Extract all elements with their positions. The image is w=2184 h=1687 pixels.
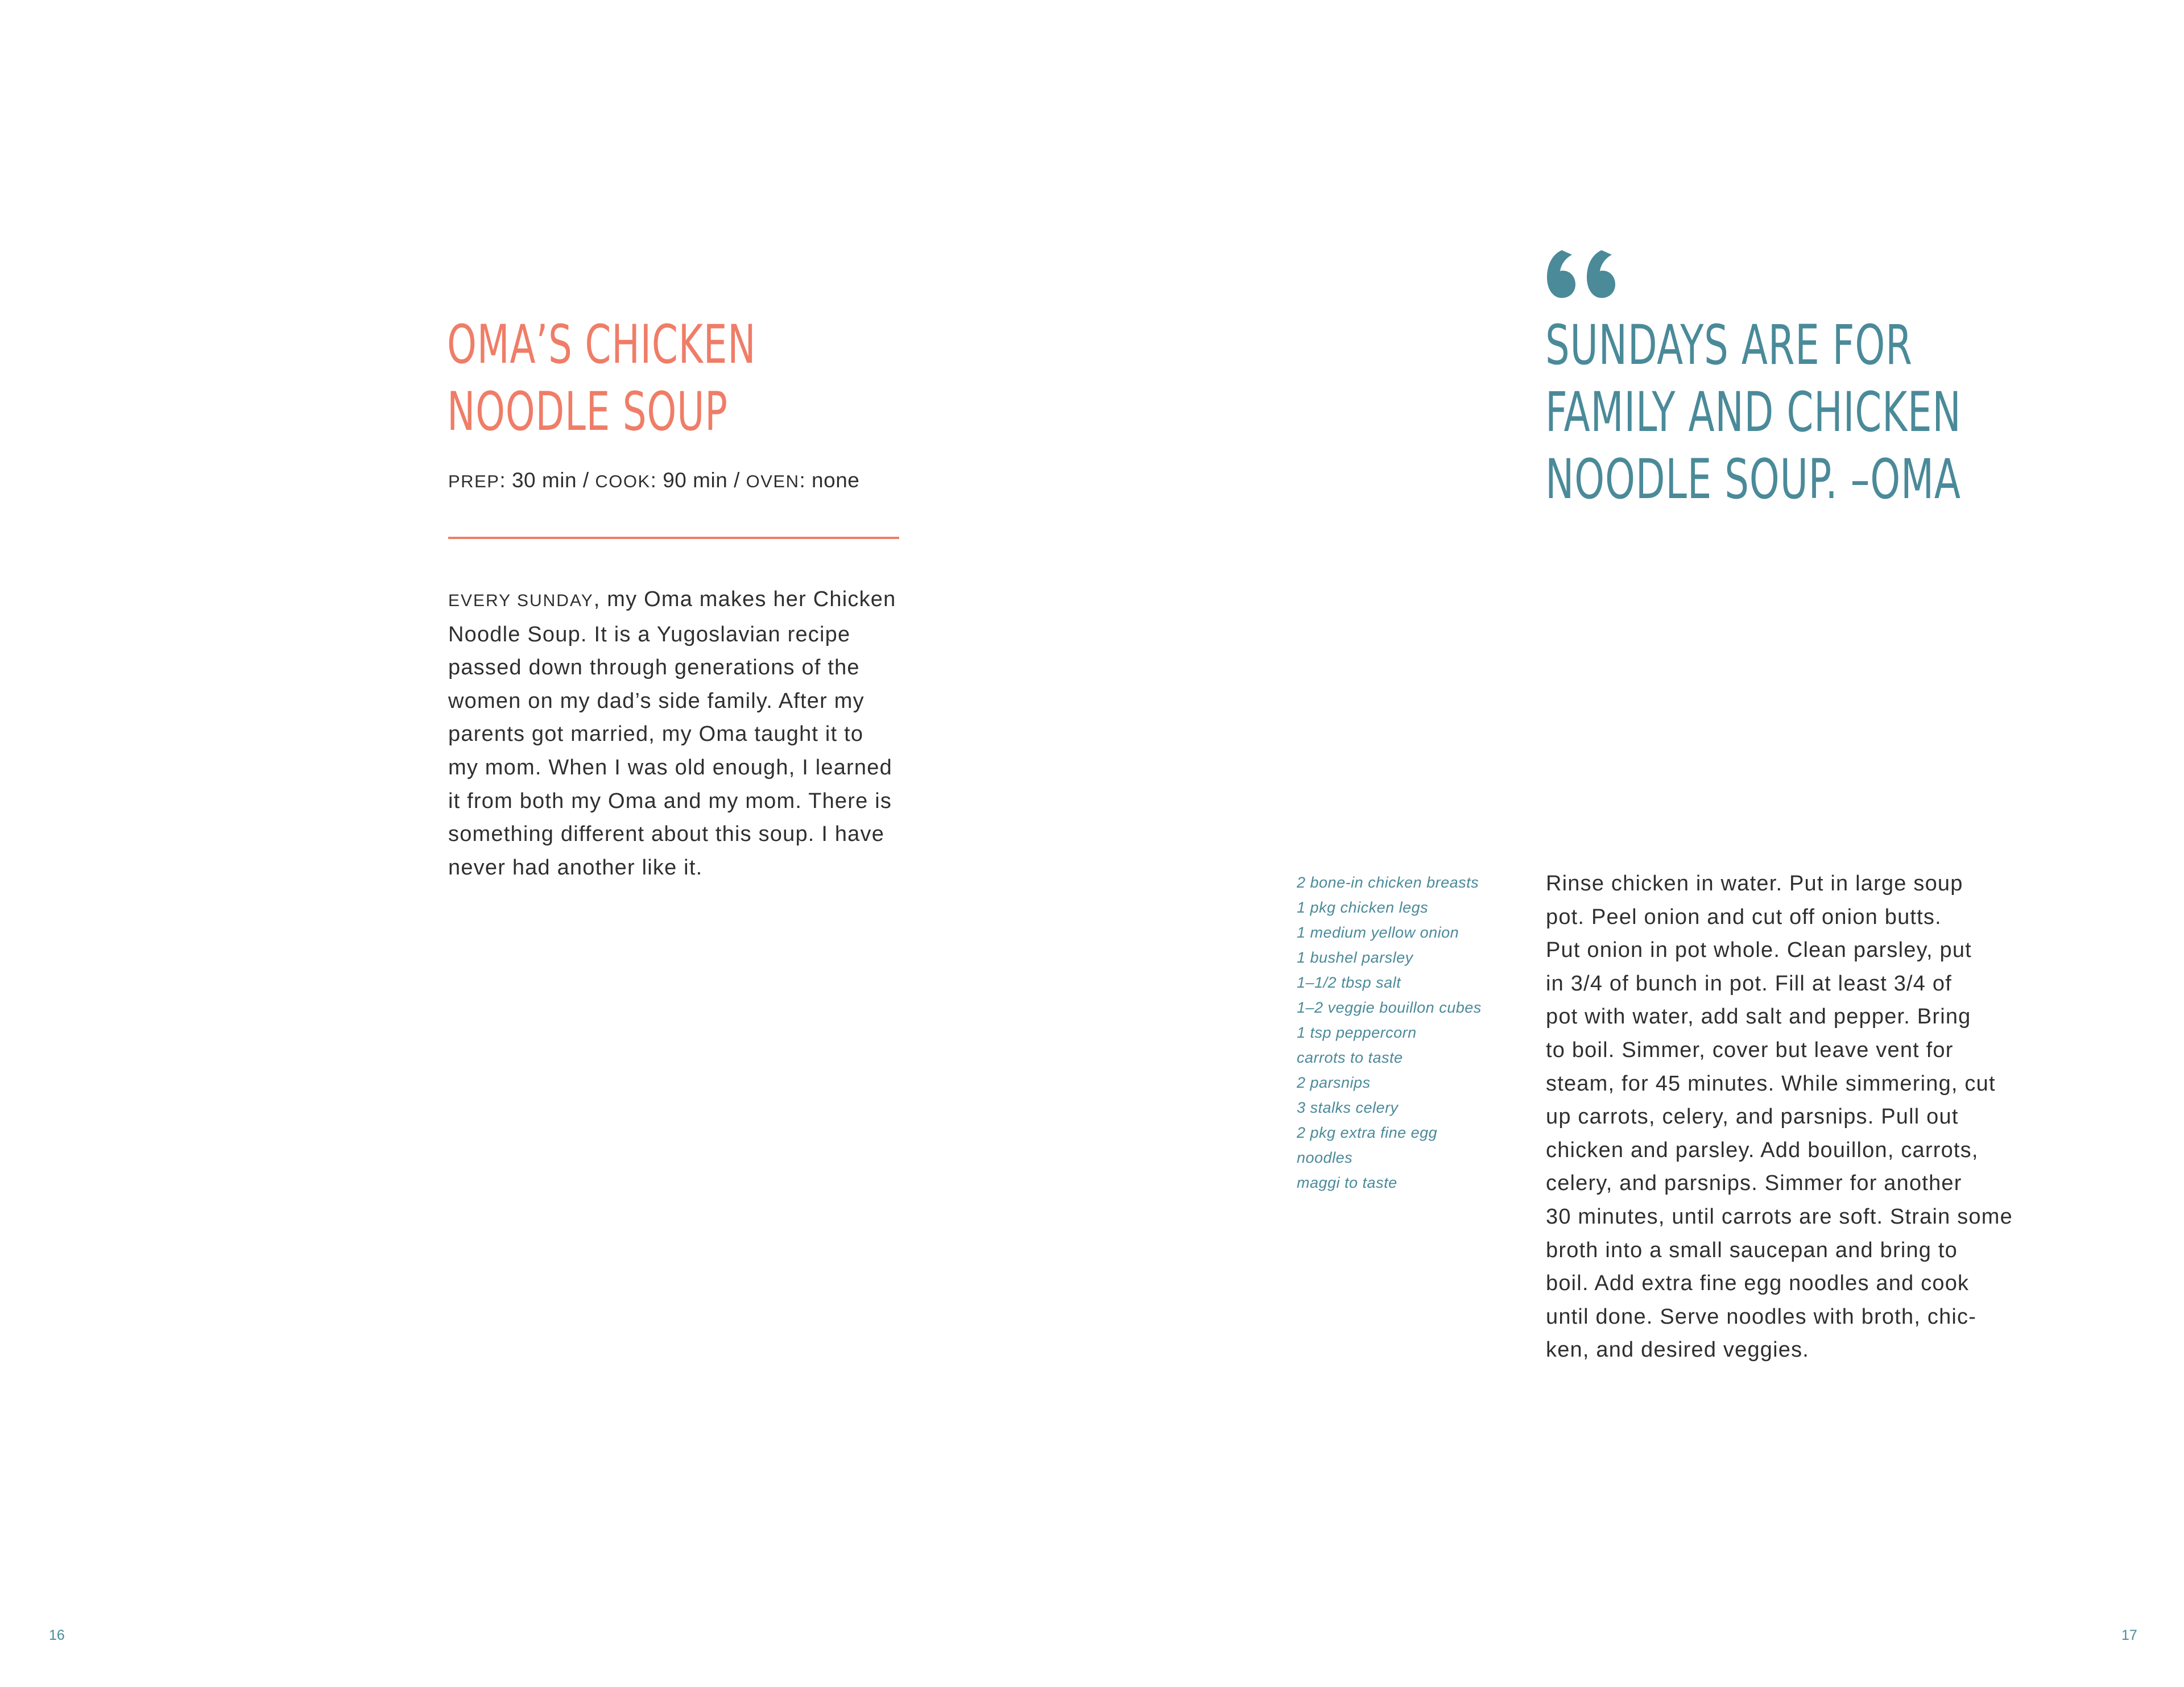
- oven-value: : none: [799, 469, 860, 492]
- ingredient-item: 1–2 veggie bouillon cubes: [1297, 999, 1482, 1016]
- ingredient-item: maggi to taste: [1297, 1174, 1397, 1191]
- ingredient-item: carrots to taste: [1297, 1049, 1403, 1066]
- directions-line: ken, and desired veggies.: [1546, 1338, 1810, 1362]
- intro-line: it from both my Oma and my mom. There is: [448, 789, 892, 813]
- directions-line: in 3/4 of bunch in pot. Fill at least 3/4 of: [1546, 971, 1952, 996]
- directions-line: broth into a small saucepan and bring to: [1546, 1238, 1958, 1262]
- intro-line: Noodle Soup. It is a Yugoslavian recipe: [448, 622, 851, 646]
- recipe-title: [447, 312, 846, 446]
- directions-paragraph: [1546, 867, 2012, 1367]
- directions-line: Rinse chicken in water. Put in large soup: [1546, 872, 1963, 896]
- intro-line: women on my dad’s side family. After my: [448, 689, 864, 713]
- intro-paragraph: [448, 583, 903, 884]
- intro-first-line-rest: , my Oma makes her Chicken: [593, 587, 896, 611]
- directions-line: celery, and parsnips. Simmer for another: [1546, 1171, 1962, 1196]
- recipe-title-line-2: NOODLE SOUP: [447, 381, 728, 443]
- directions-line: boil. Add extra fine egg noodles and cook: [1546, 1271, 1970, 1296]
- ingredient-item: 2 bone-in chicken breasts: [1297, 874, 1479, 891]
- ingredient-item: noodles: [1297, 1149, 1353, 1166]
- cook-label: COOK: [595, 471, 651, 491]
- ingredient-list: [1297, 870, 1524, 1195]
- title-divider: [448, 537, 899, 539]
- prep-label: PREP: [448, 471, 500, 491]
- ingredient-item: 1 bushel parsley: [1297, 949, 1413, 966]
- directions-line: chicken and parsley. Add bouillon, carrots,: [1546, 1138, 1979, 1162]
- directions-line: until done. Serve noodles with broth, chic-: [1546, 1304, 1977, 1329]
- directions-line: Put onion in pot whole. Clean parsley, put: [1546, 938, 1972, 963]
- ingredient-item: 3 stalks celery: [1297, 1099, 1399, 1116]
- ingredient-item: 1 tsp peppercorn: [1297, 1024, 1417, 1041]
- ingredient-item: 1 medium yellow onion: [1297, 924, 1459, 941]
- intro-line: something different about this soup. I have: [448, 822, 885, 847]
- cook-value: : 90 min /: [650, 469, 746, 492]
- directions-line: pot. Peel onion and cut off onion butts.: [1546, 905, 1942, 929]
- recipe-title-line-1: OMA’S CHICKEN: [447, 314, 756, 376]
- recipe-times: [448, 466, 960, 496]
- page-number-left: 16: [49, 1627, 65, 1643]
- pull-quote-line-3: NOODLE SOUP. –OMA: [1545, 447, 1961, 511]
- intro-line: [448, 583, 903, 618]
- directions-line: to boil. Simmer, cover but leave vent for: [1546, 1038, 1954, 1062]
- pull-quote-line-1: SUNDAYS ARE FOR: [1545, 313, 1913, 377]
- ingredient-item: 2 pkg extra fine egg: [1297, 1124, 1438, 1141]
- pull-quote-line-2: FAMILY AND CHICKEN: [1545, 380, 1962, 444]
- intro-line: never had another like it.: [448, 855, 703, 880]
- intro-line: passed down through generations of the: [448, 656, 860, 680]
- intro-lead: EVERY SUNDAY: [448, 591, 594, 610]
- directions-line: steam, for 45 minutes. While simmering, cut: [1546, 1071, 1996, 1096]
- directions-line: pot with water, add salt and pepper. Bring: [1546, 1005, 1971, 1029]
- ingredient-item: 1–1/2 tbsp salt: [1297, 974, 1401, 991]
- intro-line: parents got married, my Oma taught it to: [448, 722, 864, 747]
- quote-mark-icon: [1545, 246, 1619, 302]
- ingredient-item: 1 pkg chicken legs: [1297, 899, 1429, 916]
- directions-line: 30 minutes, until carrots are soft. Strain some: [1546, 1204, 2013, 1229]
- ingredient-item: 2 parsnips: [1297, 1074, 1371, 1091]
- prep-value: : 30 min /: [499, 469, 595, 492]
- pull-quote: [1545, 312, 2033, 513]
- oven-label: OVEN: [746, 471, 800, 491]
- intro-line: my mom. When I was old enough, I learned: [448, 755, 892, 780]
- directions-line: up carrots, celery, and parsnips. Pull out: [1546, 1105, 1959, 1129]
- page-number-right: 17: [2121, 1627, 2137, 1643]
